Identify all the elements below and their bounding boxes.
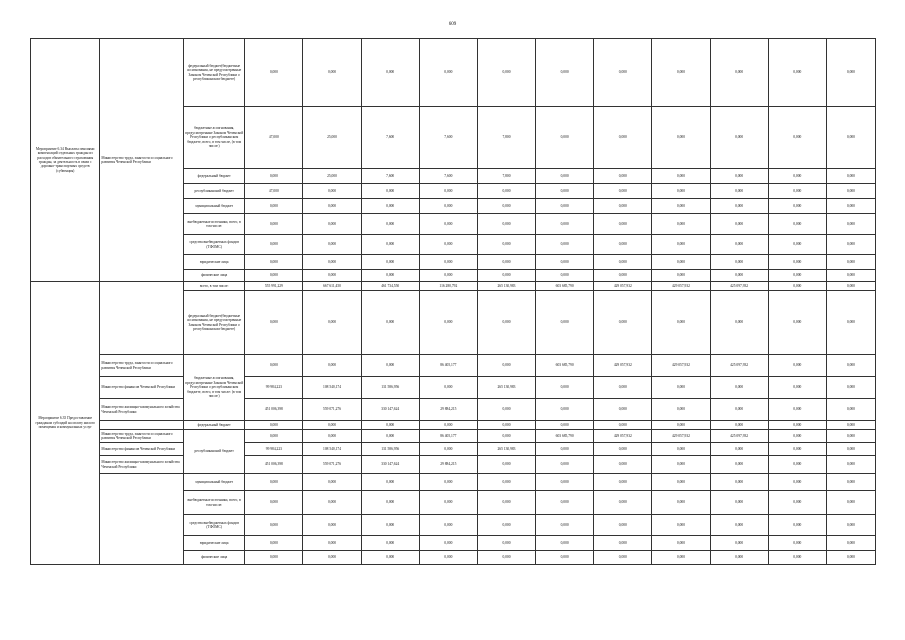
value-cell: 0,000: [710, 474, 768, 491]
value-cell: 0,000: [652, 443, 710, 456]
value-cell: 425 097,932: [710, 355, 768, 377]
value-cell: 0,000: [536, 491, 594, 515]
executor-name: Министерство финансов Чеченской Республики: [100, 377, 184, 399]
value-cell: 0,000: [245, 235, 303, 255]
value-cell: 0,000: [245, 430, 303, 443]
value-cell: 429 057,932: [652, 355, 710, 377]
source-cell: муниципальный бюджет: [184, 474, 245, 491]
value-cell: 0,000: [245, 169, 303, 184]
value-cell: 0,000: [419, 443, 477, 456]
value-cell: 0,000: [594, 235, 652, 255]
value-cell: 0,000: [768, 430, 826, 443]
value-cell: 0,000: [826, 551, 875, 565]
value-cell: 0,000: [303, 551, 361, 565]
value-cell: 0,000: [303, 39, 361, 107]
value-cell: 0,000: [361, 474, 419, 491]
value-cell: 0,000: [768, 515, 826, 536]
source-cell: юридические лица: [184, 255, 245, 270]
value-cell: 0,000: [710, 235, 768, 255]
value-cell: 0,000: [710, 169, 768, 184]
value-cell: 451 006,398: [245, 399, 303, 421]
value-cell: 0,000: [826, 107, 875, 169]
value-cell: 29 884,215: [419, 399, 477, 421]
value-cell: 555 991,229: [245, 282, 303, 291]
value-cell: 0,000: [768, 255, 826, 270]
value-cell: 0,000: [361, 536, 419, 551]
value-cell: 0,000: [477, 515, 535, 536]
value-cell: 0,000: [652, 199, 710, 214]
value-cell: 0,000: [826, 235, 875, 255]
value-cell: 25,000: [303, 169, 361, 184]
value-cell: 86 405,177: [419, 355, 477, 377]
value-cell: 0,000: [361, 214, 419, 235]
value-cell: 0,000: [303, 255, 361, 270]
value-cell: 0,000: [710, 255, 768, 270]
value-cell: 0,000: [652, 184, 710, 199]
source-cell: физические лица: [184, 270, 245, 282]
value-cell: 0,000: [826, 536, 875, 551]
value-cell: 0,000: [303, 491, 361, 515]
executor-name: Министерство труда, занятости и социального развития Чеченской Республики: [100, 430, 184, 443]
value-cell: 0,000: [826, 199, 875, 214]
value-cell: 0,000: [419, 474, 477, 491]
value-cell: 25,000: [303, 107, 361, 169]
value-cell: 0,000: [768, 199, 826, 214]
value-cell: 0,000: [536, 456, 594, 474]
value-cell: 0,000: [536, 474, 594, 491]
value-cell: 7,800: [477, 169, 535, 184]
value-cell: 0,000: [536, 270, 594, 282]
value-cell: 131 586,956: [361, 377, 419, 399]
value-cell: 0,000: [710, 291, 768, 355]
page-number: 609: [448, 22, 457, 27]
value-cell: 0,000: [768, 169, 826, 184]
measure-name: Мероприятие 6.34 Выплаты пенсиями компенсаций отдельных граждан из расходов обязательного страхования граждан, за деятельность в связи с дорожно-транспортных средств (субвенция): [31, 39, 100, 282]
value-cell: 0,000: [768, 491, 826, 515]
value-cell: 0,000: [536, 443, 594, 456]
value-cell: 0,000: [477, 456, 535, 474]
value-cell: 0,000: [826, 270, 875, 282]
executor-name: Министерство финансов Чеченской Республики: [100, 443, 184, 456]
value-cell: 0,000: [710, 536, 768, 551]
source-cell: федеральный бюджет: [184, 421, 245, 430]
value-cell: 0,000: [303, 184, 361, 199]
value-cell: 7,600: [361, 169, 419, 184]
value-cell: 0,000: [710, 443, 768, 456]
value-cell: 0,000: [361, 430, 419, 443]
value-cell: 0,000: [303, 214, 361, 235]
value-cell: 603 685,790: [536, 355, 594, 377]
value-cell: 0,000: [826, 255, 875, 270]
value-cell: 0,000: [245, 421, 303, 430]
value-cell: 0,000: [361, 491, 419, 515]
value-cell: 0,000: [477, 270, 535, 282]
source-cell: внебюджетные источники, всего, в том числе:: [184, 214, 245, 235]
value-cell: 0,000: [710, 377, 768, 399]
value-cell: 559 071,276: [303, 456, 361, 474]
source-cell: муниципальный бюджет: [184, 199, 245, 214]
value-cell: 7,600: [419, 169, 477, 184]
value-cell: 0,000: [303, 421, 361, 430]
value-cell: 0,000: [652, 235, 710, 255]
value-cell: 330 147,624: [361, 399, 419, 421]
value-cell: 0,000: [652, 377, 710, 399]
value-cell: 0,000: [652, 551, 710, 565]
value-cell: 603 685,790: [536, 430, 594, 443]
value-cell: 0,000: [710, 107, 768, 169]
value-cell: 0,000: [361, 551, 419, 565]
value-cell: 0,000: [652, 399, 710, 421]
value-cell: 0,000: [594, 443, 652, 456]
value-cell: 0,000: [710, 184, 768, 199]
value-cell: 429 057,932: [594, 430, 652, 443]
executor-name: Министерство труда, занятости и социального развития Чеченской Республики: [100, 355, 184, 377]
source-cell: бюджетные ассигнования, предусмотренные Законом Чеченской Республики о республиканском бюджете, всего, в том числе: (в том числе:): [184, 355, 245, 421]
value-cell: 0,000: [768, 39, 826, 107]
value-cell: 451 006,398: [245, 456, 303, 474]
value-cell: 0,000: [245, 39, 303, 107]
value-cell: 0,000: [303, 355, 361, 377]
value-cell: 0,000: [652, 107, 710, 169]
budget-table: [30, 38, 876, 565]
value-cell: 0,000: [826, 355, 875, 377]
value-cell: 0,000: [652, 39, 710, 107]
value-cell: 0,000: [652, 255, 710, 270]
value-cell: 0,000: [536, 377, 594, 399]
value-cell: 0,000: [826, 399, 875, 421]
value-cell: 0,000: [594, 377, 652, 399]
executor-name: Министерство жилищно-коммунального хозяйства Чеченской Республики: [100, 399, 184, 421]
value-cell: 0,000: [768, 291, 826, 355]
value-cell: 0,000: [245, 199, 303, 214]
value-cell: 0,000: [477, 551, 535, 565]
value-cell: 0,000: [594, 199, 652, 214]
value-cell: 0,000: [768, 214, 826, 235]
value-cell: 0,000: [652, 421, 710, 430]
value-cell: 0,000: [477, 536, 535, 551]
value-cell: 0,000: [594, 255, 652, 270]
value-cell: 0,000: [245, 515, 303, 536]
value-cell: 86 405,177: [419, 430, 477, 443]
value-cell: 0,000: [245, 355, 303, 377]
value-cell: 0,000: [768, 474, 826, 491]
value-cell: 0,000: [477, 214, 535, 235]
value-cell: 0,000: [361, 39, 419, 107]
value-cell: 0,000: [826, 491, 875, 515]
value-cell: 0,000: [419, 39, 477, 107]
value-cell: 0,000: [826, 214, 875, 235]
value-cell: 0,000: [303, 235, 361, 255]
value-cell: 0,000: [594, 491, 652, 515]
value-cell: 0,000: [419, 536, 477, 551]
value-cell: 0,000: [536, 515, 594, 536]
value-cell: 0,000: [594, 551, 652, 565]
value-cell: 0,000: [768, 235, 826, 255]
value-cell: 0,000: [594, 291, 652, 355]
value-cell: 0,000: [594, 515, 652, 536]
value-cell: 0,000: [710, 39, 768, 107]
value-cell: 429 057,932: [652, 282, 710, 291]
value-cell: 0,000: [303, 199, 361, 214]
value-cell: 425 097,932: [710, 430, 768, 443]
table-row: [31, 399, 876, 421]
value-cell: 0,000: [652, 169, 710, 184]
value-cell: 0,000: [826, 377, 875, 399]
source-cell: внебюджетные источники, всего, в том числе:: [184, 491, 245, 515]
value-cell: 0,000: [594, 421, 652, 430]
value-cell: 0,000: [594, 536, 652, 551]
value-cell: 0,000: [594, 169, 652, 184]
table-row: [31, 282, 876, 291]
value-cell: 0,000: [477, 474, 535, 491]
measure-name: Мероприятие 6.35 Предоставление гражданам субсидий на оплату жилого помещения и коммунальных услуг: [31, 282, 100, 565]
executor-name: Министерство жилищно-коммунального хозяйства Чеченской Республики: [100, 456, 184, 474]
value-cell: 99 984,223: [245, 443, 303, 456]
value-cell: 0,000: [652, 291, 710, 355]
table-row: [31, 443, 876, 456]
source-cell: всего, в том числе:: [184, 282, 245, 291]
value-cell: 0,000: [652, 456, 710, 474]
value-cell: 0,000: [594, 39, 652, 107]
value-cell: 0,000: [419, 491, 477, 515]
value-cell: 0,000: [536, 399, 594, 421]
value-cell: 0,000: [477, 199, 535, 214]
value-cell: 265 130,983: [477, 282, 535, 291]
value-cell: 0,000: [826, 456, 875, 474]
value-cell: 0,000: [594, 107, 652, 169]
value-cell: 7,600: [361, 107, 419, 169]
source-cell: республиканский бюджет: [184, 184, 245, 199]
value-cell: 0,000: [652, 214, 710, 235]
value-cell: 0,000: [710, 199, 768, 214]
value-cell: 0,000: [245, 551, 303, 565]
value-cell: 0,000: [536, 536, 594, 551]
value-cell: 0,000: [477, 291, 535, 355]
value-cell: 0,000: [826, 184, 875, 199]
value-cell: 0,000: [245, 214, 303, 235]
value-cell: 0,000: [477, 430, 535, 443]
table-row: [31, 474, 876, 491]
value-cell: 0,000: [536, 169, 594, 184]
source-cell: средства внебюджетных фондов (ТФОМС): [184, 235, 245, 255]
value-cell: 0,000: [477, 491, 535, 515]
value-cell: 0,000: [768, 377, 826, 399]
value-cell: 0,000: [303, 430, 361, 443]
value-cell: 0,000: [768, 399, 826, 421]
value-cell: 0,000: [419, 214, 477, 235]
value-cell: 0,000: [536, 291, 594, 355]
value-cell: 0,000: [303, 270, 361, 282]
value-cell: 0,000: [419, 235, 477, 255]
value-cell: 0,000: [826, 474, 875, 491]
value-cell: 0,000: [826, 430, 875, 443]
value-cell: 99 984,223: [245, 377, 303, 399]
source-cell: бюджетные ассигнования, предусмотренные Законом Чеченской Республики о республиканском бюджете, всего, в том числе, (в том числе:): [184, 107, 245, 169]
value-cell: 0,000: [303, 474, 361, 491]
value-cell: 0,000: [768, 536, 826, 551]
value-cell: 0,000: [768, 107, 826, 169]
value-cell: 461 734,550: [361, 282, 419, 291]
value-cell: 116 280,792: [419, 282, 477, 291]
value-cell: 0,000: [361, 270, 419, 282]
value-cell: 0,000: [768, 282, 826, 291]
value-cell: 0,000: [361, 515, 419, 536]
table-row: [31, 377, 876, 399]
value-cell: 0,000: [768, 443, 826, 456]
value-cell: 7,600: [419, 107, 477, 169]
value-cell: 0,000: [536, 551, 594, 565]
value-cell: 0,000: [419, 291, 477, 355]
value-cell: 108 540,174: [303, 443, 361, 456]
value-cell: 0,000: [710, 270, 768, 282]
source-cell: юридические лица: [184, 536, 245, 551]
value-cell: 0,000: [536, 39, 594, 107]
value-cell: 0,000: [594, 456, 652, 474]
value-cell: 0,000: [361, 355, 419, 377]
table-row: [31, 39, 876, 107]
value-cell: 603 685,790: [536, 282, 594, 291]
value-cell: 0,000: [652, 270, 710, 282]
value-cell: 0,000: [768, 551, 826, 565]
value-cell: 0,000: [652, 474, 710, 491]
value-cell: 29 884,215: [419, 456, 477, 474]
table-row: [31, 421, 876, 430]
value-cell: 0,000: [245, 255, 303, 270]
value-cell: 0,000: [536, 421, 594, 430]
value-cell: 0,000: [419, 551, 477, 565]
value-cell: 0,000: [710, 456, 768, 474]
value-cell: 0,000: [419, 255, 477, 270]
source-cell: федеральный бюджет: [184, 169, 245, 184]
table-row: [31, 355, 876, 377]
value-cell: 429 057,932: [594, 355, 652, 377]
value-cell: 0,000: [594, 214, 652, 235]
source-cell: федеральный бюджет(бюджетные ассигнования, не предусмотренные Законом Чеченской Республики о республиканском бюджете): [184, 39, 245, 107]
value-cell: 0,000: [826, 443, 875, 456]
value-cell: 0,000: [245, 536, 303, 551]
value-cell: 0,000: [710, 551, 768, 565]
value-cell: 429 057,932: [652, 430, 710, 443]
executor-empty: [100, 421, 184, 430]
value-cell: 131 586,956: [361, 443, 419, 456]
value-cell: 0,000: [361, 291, 419, 355]
value-cell: 0,000: [361, 421, 419, 430]
value-cell: 0,000: [710, 214, 768, 235]
value-cell: 0,000: [536, 255, 594, 270]
value-cell: 425 097,932: [710, 282, 768, 291]
value-cell: 0,000: [536, 184, 594, 199]
value-cell: 0,000: [419, 515, 477, 536]
value-cell: 0,000: [710, 421, 768, 430]
value-cell: 0,000: [826, 291, 875, 355]
value-cell: 0,000: [768, 421, 826, 430]
value-cell: 0,000: [361, 255, 419, 270]
value-cell: 0,000: [652, 491, 710, 515]
value-cell: 0,000: [536, 214, 594, 235]
value-cell: 0,000: [245, 291, 303, 355]
value-cell: 0,000: [303, 515, 361, 536]
value-cell: 0,000: [419, 377, 477, 399]
value-cell: 0,000: [477, 255, 535, 270]
value-cell: 0,000: [594, 184, 652, 199]
executor-name: Министерство труда, занятости и социального развития Чеченской Республики: [100, 39, 184, 282]
value-cell: 0,000: [826, 282, 875, 291]
value-cell: 265 130,983: [477, 377, 535, 399]
value-cell: 47,000: [245, 107, 303, 169]
value-cell: 559 071,276: [303, 399, 361, 421]
value-cell: 0,000: [477, 39, 535, 107]
value-cell: 0,000: [245, 491, 303, 515]
source-cell: средства внебюджетных фондов (ТФОМС): [184, 515, 245, 536]
value-cell: 0,000: [826, 169, 875, 184]
value-cell: 0,000: [826, 39, 875, 107]
value-cell: 0,000: [419, 184, 477, 199]
value-cell: 265 130,983: [477, 443, 535, 456]
value-cell: 0,000: [361, 184, 419, 199]
value-cell: 0,000: [594, 270, 652, 282]
value-cell: 0,000: [710, 515, 768, 536]
value-cell: 0,000: [536, 235, 594, 255]
value-cell: 47,000: [245, 184, 303, 199]
source-cell: республиканский бюджет: [184, 430, 245, 474]
value-cell: 0,000: [477, 184, 535, 199]
value-cell: 0,000: [768, 270, 826, 282]
value-cell: 0,000: [768, 184, 826, 199]
source-cell: физические лица: [184, 551, 245, 565]
value-cell: 0,000: [710, 491, 768, 515]
value-cell: 0,000: [594, 399, 652, 421]
table-row: [31, 430, 876, 443]
value-cell: 0,000: [303, 291, 361, 355]
value-cell: 0,000: [710, 399, 768, 421]
value-cell: 0,000: [477, 399, 535, 421]
value-cell: 0,000: [477, 235, 535, 255]
value-cell: 0,000: [419, 199, 477, 214]
value-cell: 7,800: [477, 107, 535, 169]
value-cell: 0,000: [245, 474, 303, 491]
value-cell: 0,000: [594, 474, 652, 491]
value-cell: 0,000: [361, 199, 419, 214]
value-cell: 0,000: [826, 515, 875, 536]
table-row: [31, 456, 876, 474]
value-cell: 0,000: [768, 456, 826, 474]
value-cell: 667 611,450: [303, 282, 361, 291]
value-cell: 0,000: [245, 270, 303, 282]
value-cell: 0,000: [652, 536, 710, 551]
value-cell: 0,000: [768, 355, 826, 377]
value-cell: 0,000: [477, 421, 535, 430]
value-cell: 108 540,174: [303, 377, 361, 399]
executor-empty: [100, 474, 184, 565]
value-cell: 0,000: [536, 199, 594, 214]
value-cell: 0,000: [419, 270, 477, 282]
value-cell: 0,000: [303, 536, 361, 551]
value-cell: 330 147,624: [361, 456, 419, 474]
value-cell: 429 057,932: [594, 282, 652, 291]
source-cell: федеральный бюджет(бюджетные ассигнования, не предусмотренные Законом Чеченской Республики о республиканском бюджете): [184, 291, 245, 355]
value-cell: 0,000: [419, 421, 477, 430]
value-cell: 0,000: [536, 107, 594, 169]
executor-empty: [100, 282, 184, 355]
value-cell: 0,000: [361, 235, 419, 255]
value-cell: 0,000: [826, 421, 875, 430]
value-cell: 0,000: [477, 355, 535, 377]
value-cell: 0,000: [652, 515, 710, 536]
